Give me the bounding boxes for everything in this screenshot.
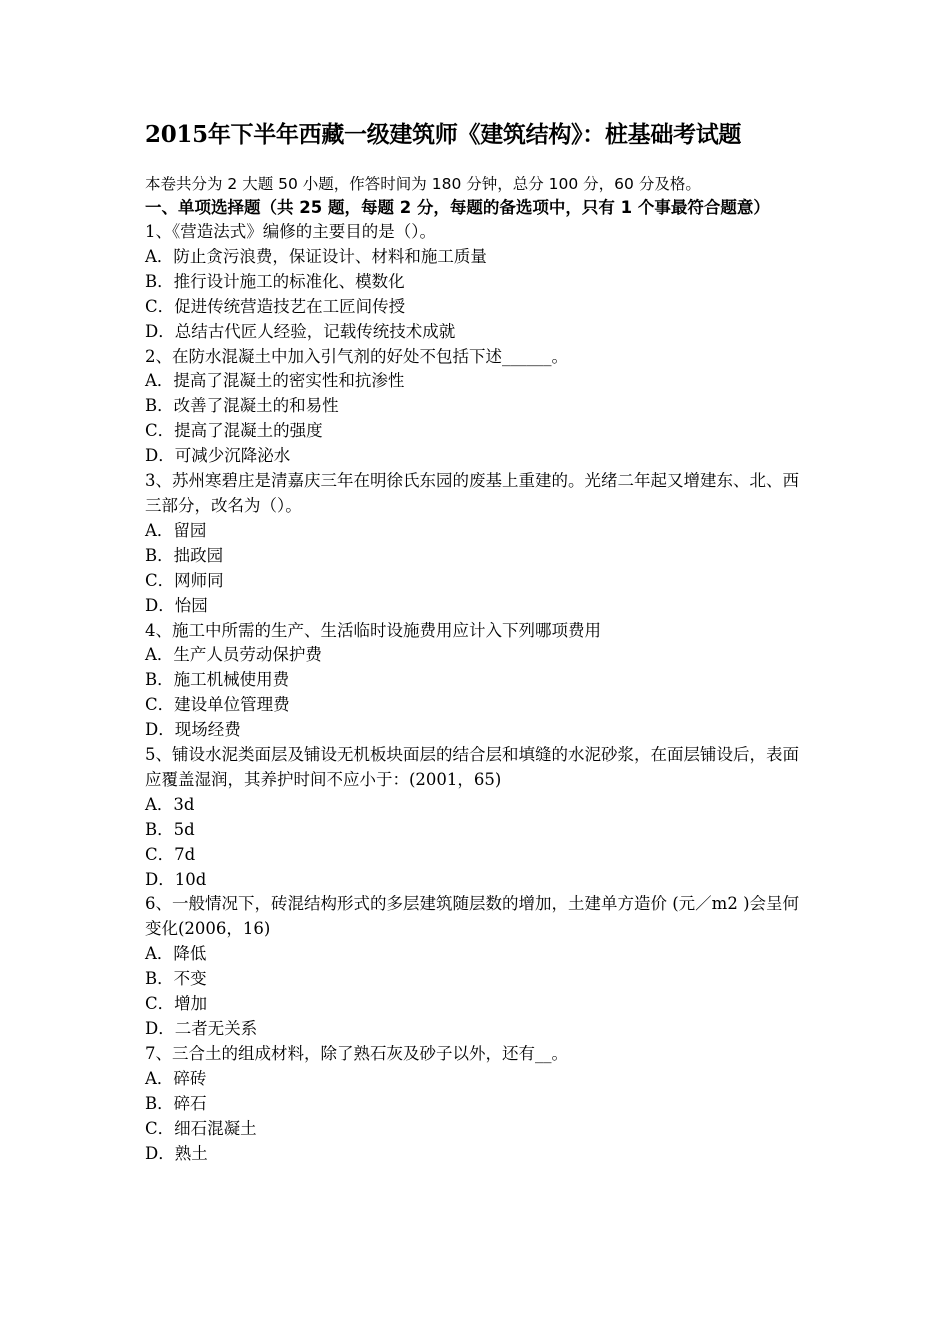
question-item <box>145 220 807 345</box>
option-b: B．5d <box>145 819 195 839</box>
option-a: A．3d <box>145 794 195 814</box>
option-d: D．总结古代匠人经验，记载传统技术成就 <box>145 321 456 341</box>
question-item <box>145 743 807 892</box>
question-stem: 3、苏州寒碧庄是清嘉庆三年在明徐氏东园的废基上重建的。光绪二年起又增建东、北、西三部分，改名为（）。 <box>145 471 799 515</box>
option-d: D．10d <box>145 869 207 889</box>
question-item <box>145 892 807 1041</box>
option-d: D．现场经费 <box>145 720 241 740</box>
option-d: D．怡园 <box>145 595 208 615</box>
option-b: B．施工机械使用费 <box>145 670 290 690</box>
option-b: B．拙政园 <box>145 545 224 565</box>
option-d: D．熟土 <box>145 1143 208 1163</box>
question-stem: 7、三合土的组成材料，除了熟石灰及砂子以外，还有__。 <box>145 1043 568 1063</box>
exam-intro: 本卷共分为 2 大题 50 小题，作答时间为 180 分钟，总分 100 分，60 分及格。 <box>145 175 701 193</box>
section-heading: 一、单项选择题（共 25 题，每题 2 分，每题的备选项中，只有 1 个事最符合题意） <box>145 198 770 217</box>
question-item <box>145 619 807 744</box>
option-c: C．细石混凝土 <box>145 1118 257 1138</box>
option-b: B．不变 <box>145 969 207 989</box>
option-a: A．防止贪污浪费，保证设计、材料和施工质量 <box>145 246 487 266</box>
document-title: 2015年下半年西藏一级建筑师《建筑结构》：桩基础考试题 <box>145 121 742 148</box>
option-a: A．碎砖 <box>145 1068 207 1088</box>
option-d: D．可减少沉降泌水 <box>145 446 291 466</box>
option-b: B．改善了混凝土的和易性 <box>145 396 339 416</box>
option-c: C．促进传统营造技艺在工匠间传授 <box>145 296 406 316</box>
option-a: A．降低 <box>145 944 207 964</box>
question-stem: 1、《营造法式》编修的主要目的是（）。 <box>145 222 436 241</box>
question-stem: 2、在防水混凝土中加入引气剂的好处不包括下述______。 <box>145 346 568 366</box>
question-item <box>145 1042 807 1167</box>
option-a: A．留园 <box>145 520 207 540</box>
question-item <box>145 469 807 618</box>
question-stem: 5、铺设水泥类面层及铺设无机板块面层的结合层和填缝的水泥砂浆，在面层铺设后，表面应覆盖湿润，其养护时间不应小于：(2001，65) <box>145 745 799 789</box>
question-stem: 6、一般情况下，砖混结构形式的多层建筑随层数的增加，土建单方造价 (元／m2 )会呈何变化(2006，16) <box>145 894 800 939</box>
option-b: B．推行设计施工的标准化、模数化 <box>145 271 405 291</box>
question-item <box>145 345 807 470</box>
option-c: C．建设单位管理费 <box>145 695 290 715</box>
option-a: A．生产人员劳动保护费 <box>145 645 322 665</box>
option-b: B．碎石 <box>145 1093 207 1113</box>
option-a: A．提高了混凝土的密实性和抗渗性 <box>145 371 405 391</box>
question-list <box>145 220 807 1166</box>
option-c: C．提高了混凝土的强度 <box>145 421 323 441</box>
document-page <box>145 118 807 1166</box>
option-c: C．7d <box>145 844 196 864</box>
option-d: D．二者无关系 <box>145 1019 258 1038</box>
question-stem: 4、施工中所需的生产、生活临时设施费用应计入下列哪项费用 <box>145 620 601 640</box>
option-c: C．网师同 <box>145 570 224 590</box>
option-c: C．增加 <box>145 994 208 1014</box>
